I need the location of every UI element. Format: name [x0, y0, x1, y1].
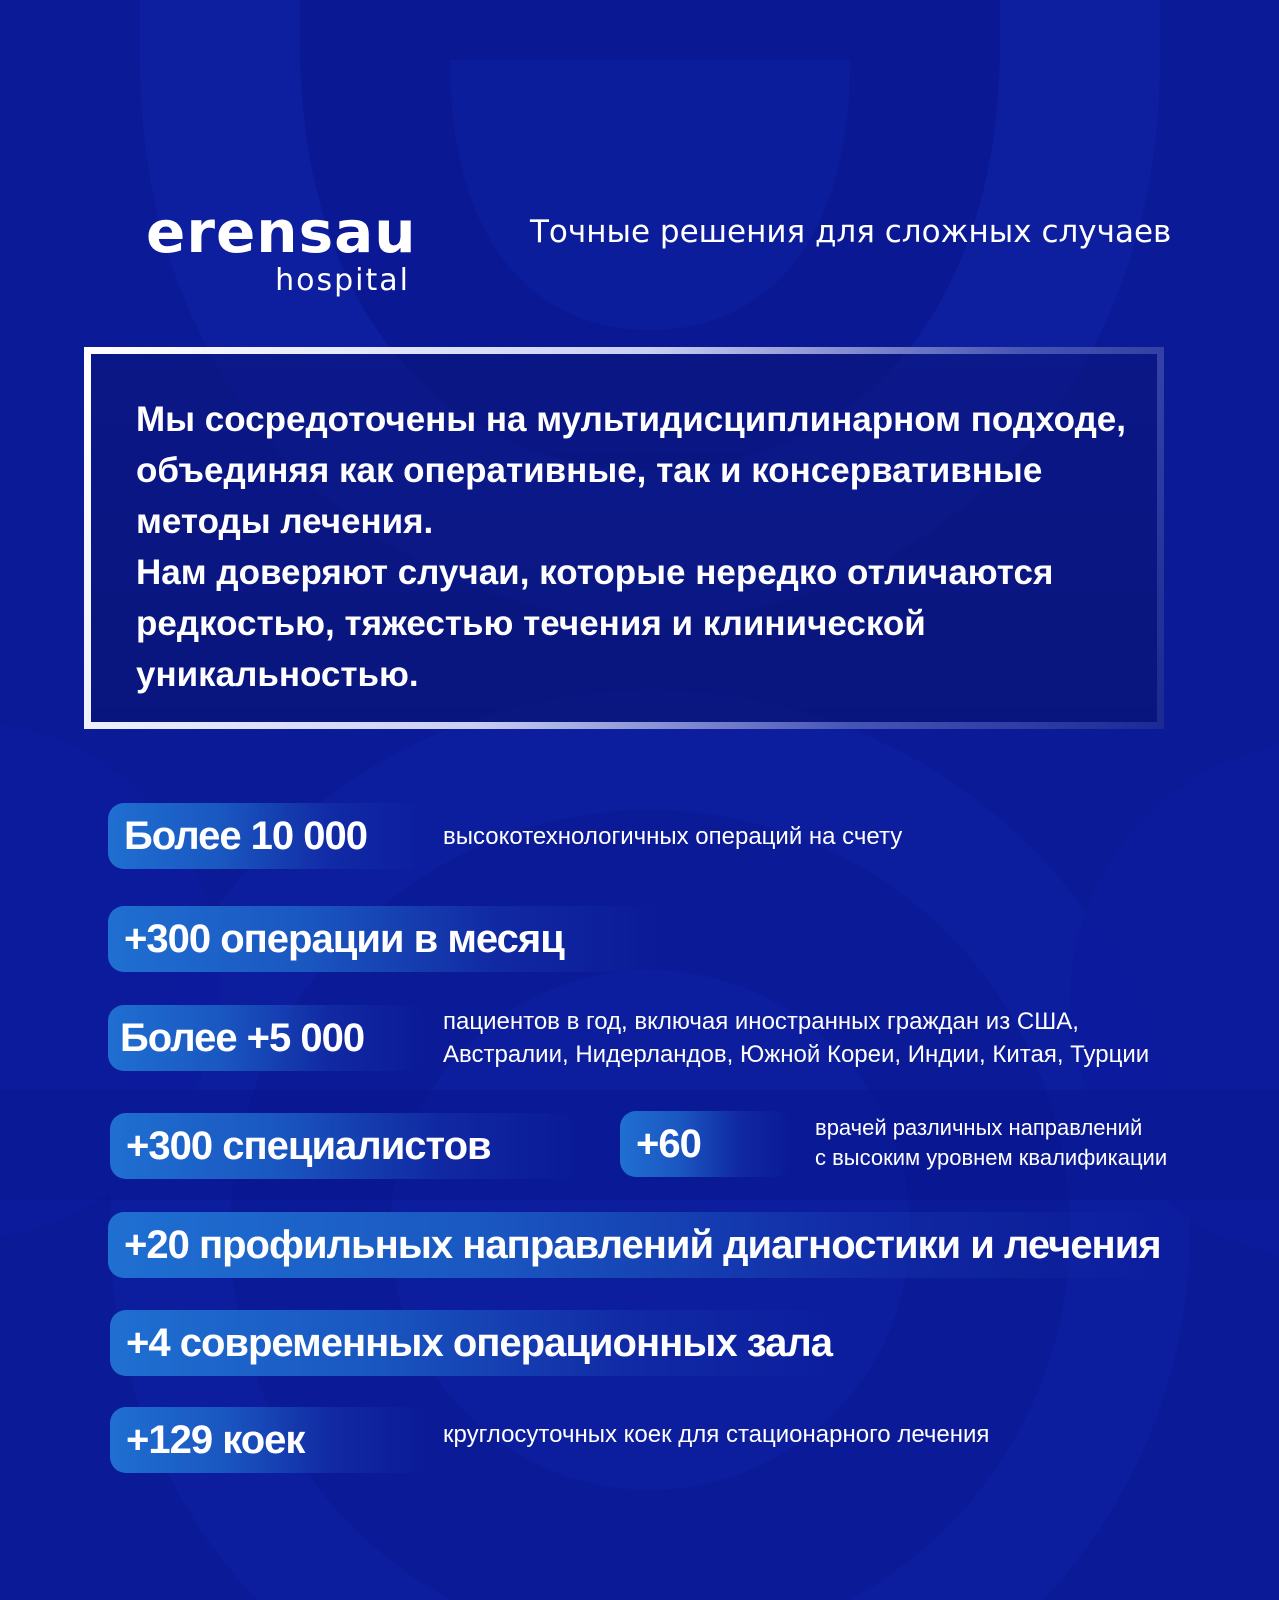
- stat-operating-rooms-value: +4 современных операционных зала: [126, 1320, 833, 1365]
- stat-operations-month-pill: [108, 906, 668, 972]
- stat-beds-value: +129 коек: [126, 1417, 305, 1462]
- stat-doctors-pill: [620, 1111, 790, 1177]
- stat-operating-rooms-pill: [110, 1310, 850, 1376]
- tagline: Точные решения для сложных случаев: [530, 214, 1172, 250]
- logo-subtitle: hospital: [275, 263, 410, 298]
- stat-patients-pill: [108, 1005, 428, 1071]
- stat-beds-description: круглосуточных коек для стационарного лечения: [443, 1421, 990, 1448]
- intro-box: [84, 347, 1164, 729]
- stat-doctors-description-2: с высоким уровнем квалификации: [815, 1145, 1168, 1170]
- intro-paragraph-2: Нам доверяют случаи, которые нередко отличаются редкостью, тяжестью течения и клинической уникальностью.: [136, 553, 1054, 694]
- intro-paragraph-1: Мы сосредоточены на мультидисциплинарном подходе, объединяя как оперативные, так и консервативные методы лечения.: [136, 400, 1126, 541]
- stat-doctors-description-1: врачей различных направлений: [815, 1115, 1143, 1140]
- stat-patients-description-2: Австралии, Нидерландов, Южной Кореи, Индии, Китая, Турции: [443, 1041, 1150, 1068]
- stat-operations-total-pill: [108, 803, 428, 869]
- stat-specialists-pill: [110, 1113, 580, 1179]
- logo: [146, 200, 416, 298]
- stat-beds-pill: [110, 1407, 430, 1473]
- stat-operations-month-value: +300 операции в месяц: [124, 916, 564, 961]
- stat-specialists-value: +300 специалистов: [126, 1123, 491, 1168]
- stat-patients-value: Более +5 000: [120, 1015, 365, 1060]
- stat-operations-total-description: высокотехнологичных операций на счету: [443, 823, 903, 850]
- stat-doctors-value: +60: [636, 1121, 701, 1166]
- stat-directions-value: +20 профильных направлений диагностики и лечения: [124, 1222, 1161, 1267]
- stat-operations-total-value: Более 10 000: [124, 813, 368, 858]
- intro-text: [136, 394, 1156, 700]
- logo-wordmark: erensau: [146, 198, 417, 266]
- stat-patients-description-1: пациентов в год, включая иностранных граждан из США,: [443, 1008, 1079, 1035]
- stat-directions-pill: [108, 1212, 1188, 1278]
